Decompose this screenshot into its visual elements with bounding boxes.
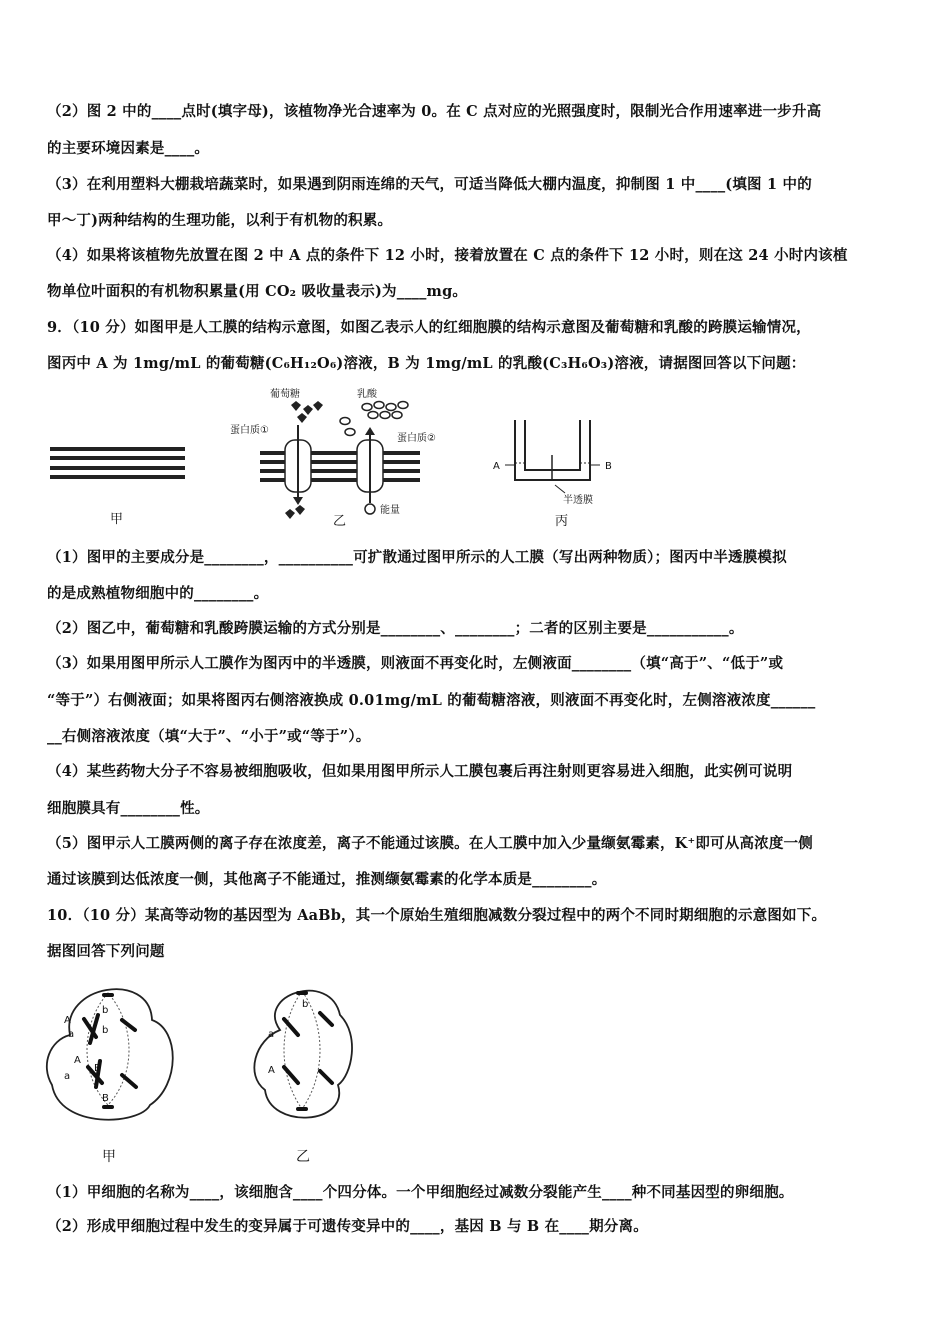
protein2-label: 蛋白质② (397, 433, 436, 444)
text-line: （5）图甲示人工膜两侧的离子存在浓度差，离子不能通过该膜。在人工膜中加入少量缬氨霉素，K⁺即可从高浓度一侧 (47, 835, 813, 852)
text-line: （3）在利用塑料大棚栽培蔬菜时，如果遇到阴雨连绵的天气，可适当降低大棚内温度，抑制图 1 中____(填图 1 中的 (47, 176, 812, 193)
caption-yi: 乙 (333, 514, 347, 529)
figure-9 (45, 385, 665, 530)
gene-label: A (64, 1015, 71, 1026)
glucose-label: 葡萄糖 (270, 389, 300, 400)
figure-10 (40, 975, 380, 1175)
side-b-label: B (605, 461, 612, 472)
u-tube (505, 420, 600, 493)
text-line: __右侧溶液浓度（填“大于”、“小于”或“等于”）。 (47, 728, 371, 745)
caption-jia: 甲 (102, 1149, 116, 1165)
artificial-membrane (50, 447, 185, 479)
text-line: （4）如果将该植物先放置在图 2 中 A 点的条件下 12 小时，接着放置在 C 点的条件下 12 小时，则在这 24 小时内该植 (47, 247, 848, 264)
text-line: （2）图乙中，葡萄糖和乳酸跨膜运输的方式分别是________、________；二者的区别主要是___________。 (47, 620, 744, 637)
gene-label: B (102, 1093, 109, 1104)
text-line: （1）图甲的主要成分是________，__________可扩散通过图甲所示的人工膜（写出两种物质）；图丙中半透膜模拟 (47, 549, 787, 566)
caption-bing: 丙 (555, 514, 569, 529)
protein1-label: 蛋白质① (230, 425, 269, 436)
gene-label: a (64, 1071, 71, 1082)
gene-label: b (102, 1005, 109, 1016)
energy-icon (365, 504, 375, 514)
text-line: 甲～丁)两种结构的生理功能，以利于有机物的积累。 (47, 212, 393, 229)
text-line: （2）图 2 中的____点时(填字母)，该植物净光合速率为 0。在 C 点对应的光照强度时，限制光合作用速率进一步升高 (47, 103, 822, 120)
membrane-label: 半透膜 (563, 495, 593, 506)
text-line: （4）某些药物大分子不容易被细胞吸收，但如果用图甲所示人工膜包裹后再注射则更容易进入细胞，此实例可说明 (47, 763, 793, 780)
energy-label: 能量 (380, 505, 400, 516)
side-a-label: A (493, 461, 500, 472)
text-line: 的主要环境因素是____。 (47, 140, 210, 157)
question-9-stem: 9．（10 分）如图甲是人工膜的结构示意图，如图乙表示人的红细胞膜的结构示意图及葡萄糖和乳酸的跨膜运输情况， (47, 319, 811, 336)
text-line: （1）甲细胞的名称为____，该细胞含____个四分体。一个甲细胞经过减数分裂能产生____种不同基因型的卵细胞。 (47, 1184, 794, 1201)
gene-label: b (102, 1025, 109, 1036)
gene-label: b (302, 999, 309, 1010)
text-line: 通过该膜到达低浓度一侧，其他离子不能通过，推测缬氨霉素的化学本质是________。 (47, 871, 607, 888)
lactate-molecules (340, 402, 408, 436)
cell-jia (47, 989, 173, 1120)
gene-label: a (68, 1029, 75, 1040)
text-line: 据图回答下列问题 (47, 943, 165, 960)
text-line: 的是成熟植物细胞中的________。 (47, 585, 269, 602)
text-line: 细胞膜具有________性。 (47, 800, 210, 817)
text-line: 物单位叶面积的有机物积累量(用 CO₂ 吸收量表示)为____mg。 (47, 283, 468, 300)
caption-yi: 乙 (296, 1149, 310, 1165)
gene-label: a (268, 1029, 275, 1040)
gene-label: A (74, 1055, 81, 1066)
text-line: （2）形成甲细胞过程中发生的变异属于可遗传变异中的____，基因 B 与 B 在____期分离。 (47, 1218, 648, 1235)
text-line: “等于”）右侧液面；如果将图丙右侧溶液换成 0.01mg/mL 的葡萄糖溶液，则液面不再变化时，左侧溶液浓度______ (47, 692, 816, 709)
cell-yi (254, 991, 352, 1118)
text-line: 图丙中 A 为 1mg/mL 的葡萄糖(C₆H₁₂O₆)溶液，B 为 1mg/mL 的乳酸(C₃H₆O₃)溶液，请据图回答以下问题： (47, 355, 806, 372)
lactate-label: 乳酸 (357, 389, 377, 400)
glucose-molecules (291, 401, 323, 423)
gene-label: B (94, 1063, 101, 1074)
caption-jia: 甲 (110, 512, 124, 527)
text-line: （3）如果用图甲所示人工膜作为图丙中的半透膜，则液面不再变化时，左侧液面________（填“高于”、“低于”或 (47, 655, 784, 672)
gene-label: A (268, 1065, 275, 1076)
rbc-membrane (230, 387, 436, 519)
question-10-stem: 10．（10 分）某高等动物的基因型为 AaBb，其一个原始生殖细胞减数分裂过程中的两个不同时期细胞的示意图如下。 (47, 907, 827, 924)
